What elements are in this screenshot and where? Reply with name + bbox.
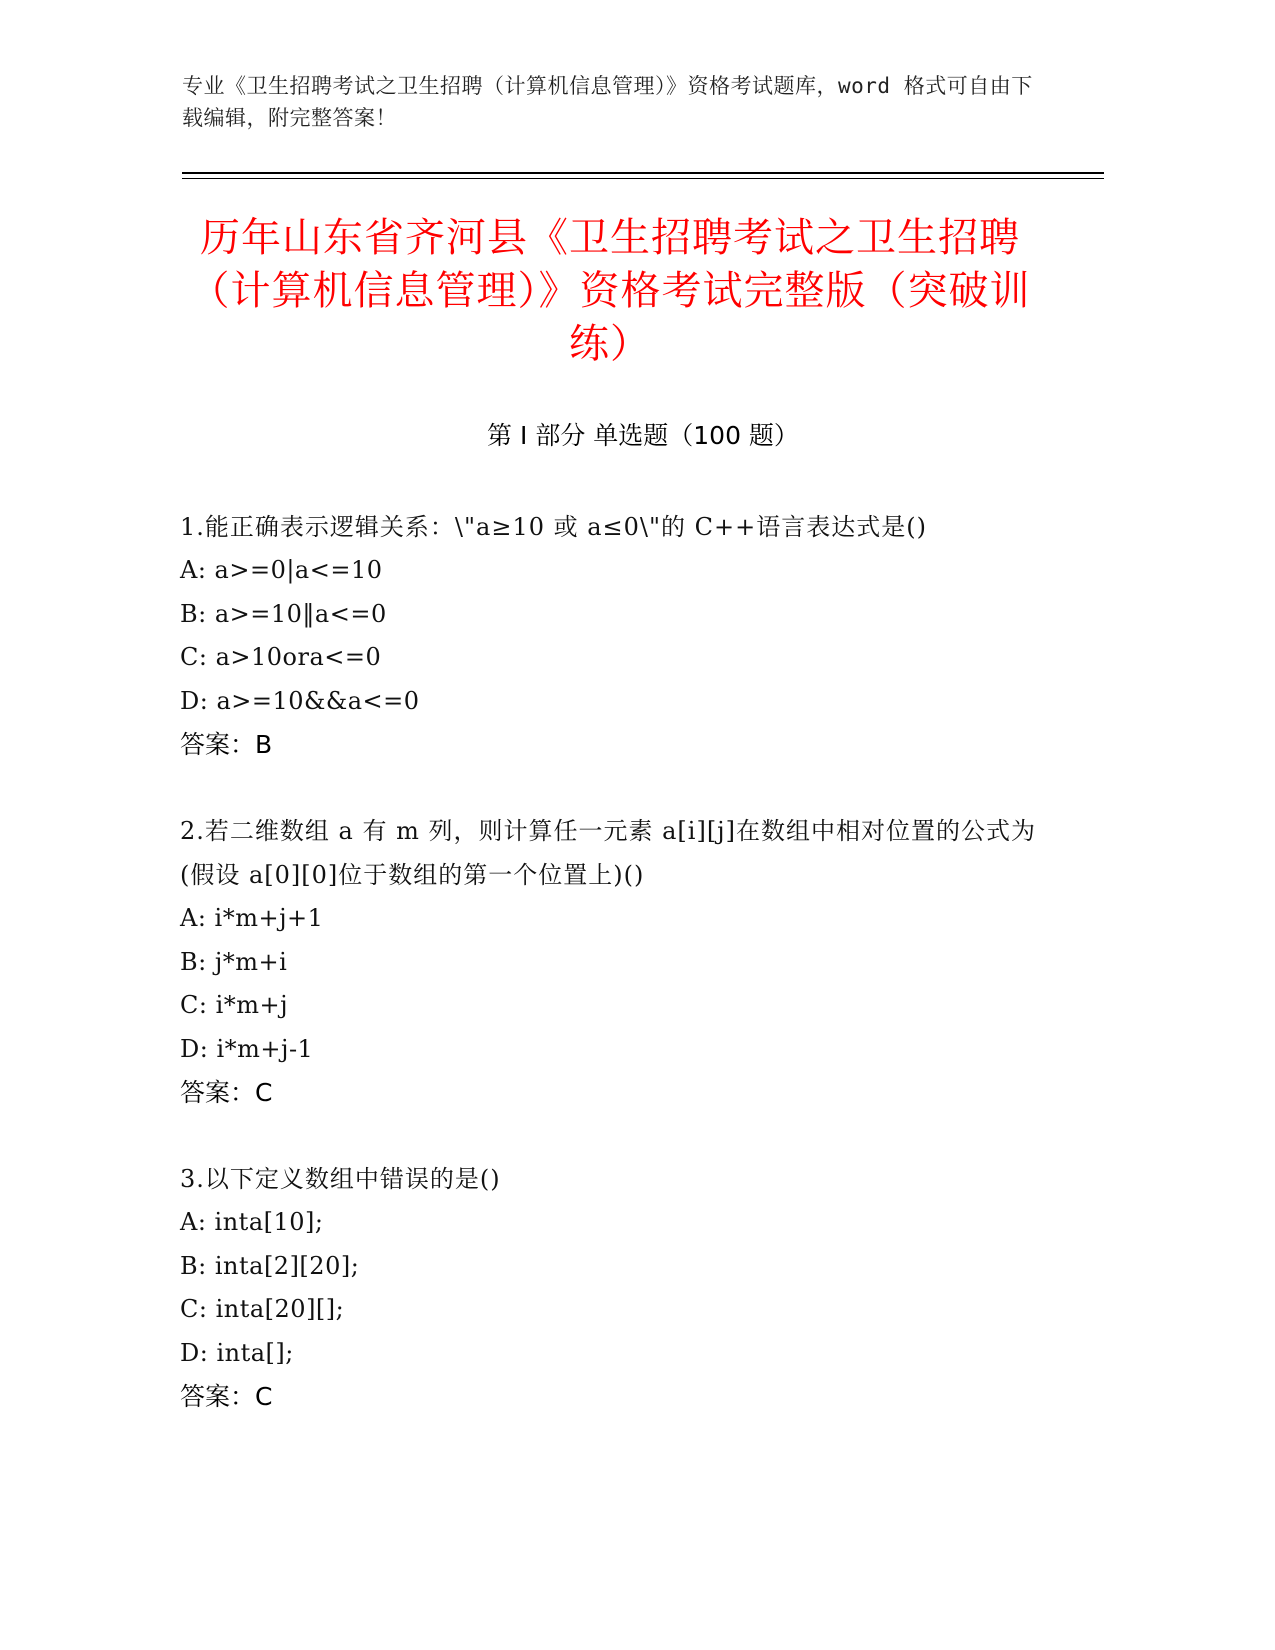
question-1	[180, 505, 1060, 767]
answer: 答案：C	[180, 1382, 273, 1411]
option-c: C: i*m+j	[180, 991, 289, 1019]
section-title: 第 I 部分 单选题（100 题）	[487, 421, 799, 450]
option-c: C: a>10ora<=0	[180, 643, 382, 671]
question-list	[180, 505, 1060, 1461]
header-divider-thick	[182, 172, 1104, 174]
option-d: D: inta[];	[180, 1338, 294, 1367]
option-a: A: a>=0|a<=10	[180, 556, 383, 584]
option-d: D: a>=10&&a<=0	[180, 686, 420, 715]
question-stem: 2.若二维数组 a 有 m 列，则计算任一元素 a[i][j]在数组中相对位置的公式为(假设 a[0][0]位于数组的第一个位置上)()	[180, 817, 1036, 889]
question-stem: 3.以下定义数组中错误的是()	[180, 1165, 501, 1193]
option-b: B: inta[2][20];	[180, 1251, 360, 1280]
answer: 答案：C	[180, 1078, 273, 1107]
question-2	[180, 809, 1060, 1115]
question-stem: 1.能正确表示逻辑关系：\"a≥10 或 a≤0\"的 C++语言表达式是()	[180, 513, 927, 541]
option-d: D: i*m+j-1	[180, 1034, 314, 1063]
option-a: A: i*m+j+1	[180, 904, 324, 932]
document-title: 历年山东省齐河县《卫生招聘考试之卫生招聘（计算机信息管理）》资格考试完整版（突破训练）	[189, 215, 1031, 367]
answer: 答案：B	[180, 730, 273, 759]
option-a: A: inta[10];	[180, 1208, 324, 1236]
question-3	[180, 1157, 1060, 1419]
option-b: B: j*m+i	[180, 947, 288, 976]
option-b: B: a>=10‖a<=0	[180, 599, 387, 628]
option-c: C: inta[20][];	[180, 1295, 345, 1323]
header-divider-thin	[182, 178, 1104, 179]
header-note: 专业《卫生招聘考试之卫生招聘（计算机信息管理）》资格考试题库，word 格式可自由下载编辑，附完整答案！	[182, 74, 1033, 130]
